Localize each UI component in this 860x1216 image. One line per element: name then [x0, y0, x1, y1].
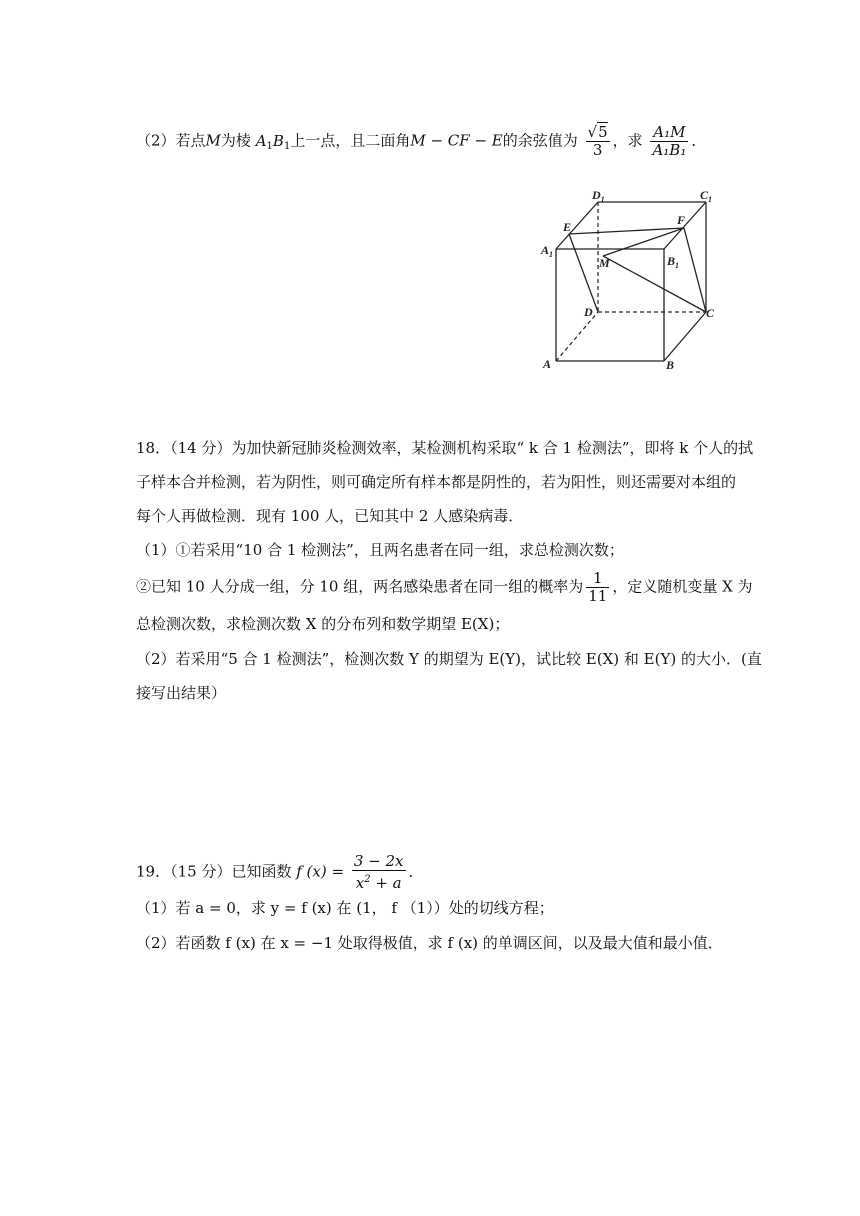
cube-figure [536, 186, 722, 374]
label-b1: $B_1$ [667, 254, 680, 270]
q18-line6: 总检测次数，求检测次数 X 的分布列和数学期望 E(X)； [136, 615, 510, 633]
q19-end: ． [408, 862, 424, 881]
q17-edge: $A_1B_1$ [255, 131, 291, 152]
q17-cos-text: 的余弦值为 [502, 131, 578, 150]
q17-mid-text: 上一点，且二面角 [290, 131, 411, 150]
q18-probability-fraction: $\frac{1}{11}$ [588, 569, 608, 605]
q18-line5-a: ②已知 10 人分成一组，分 10 组，两名感染患者在同一组的概率为 [136, 577, 584, 596]
q19-part1: （1）若 a = 0，求 y = f (x) 在 (1， f （1））处的切线方程； [136, 899, 554, 917]
q17-ask: ，求 [612, 131, 643, 150]
label-b: B [666, 358, 675, 372]
q17-end: ． [691, 131, 707, 150]
q19-stem [136, 853, 424, 892]
label-d: D [584, 305, 593, 319]
label-f: F [677, 213, 686, 227]
label-d1: $D_1$ [592, 188, 605, 204]
q17-cos-value: $\frac{√5}{3}$ [587, 123, 608, 159]
q17-on-edge: 为棱 [220, 131, 251, 150]
label-e: E [563, 220, 572, 234]
q18-line1: 18．（14 分）为加快新冠肺炎检测效率，某检测机构采取“ k 合 1 检测法”，即将 k 个人的拭 [136, 439, 754, 457]
label-a: A [543, 357, 552, 371]
q18-line5-b: ，定义随机变量 X 为 [612, 577, 753, 596]
q19-part2: （2）若函数 f (x) 在 x = −1 处取得极值，求 f (x) 的单调区间，以及最大值和最小值． [136, 934, 723, 952]
label-m: M [599, 256, 610, 270]
q19-function-fraction: $\frac{3 - 2x}{x^2 + a}$ [353, 852, 404, 892]
label-c: C [706, 306, 715, 320]
q17-point-m: M [205, 131, 221, 150]
q17-part2 [136, 124, 706, 159]
q18-line3: 每个人再做检测．现有 100 人，已知其中 2 人感染病毒． [136, 507, 524, 525]
label-c1: $C_1$ [700, 188, 713, 204]
q18-line2: 子样本合并检测，若为阴性，则可确定所有样本都是阴性的，若为阳性，则还需要对本组的 [136, 473, 737, 491]
q17-ratio: $\frac{\text{A₁M}}{\text{A₁B₁}}$ [652, 123, 687, 159]
label-a1: $A_1$ [541, 243, 554, 259]
q17-part2-prefix: （2）若点 [136, 131, 206, 150]
q18-line7: （2）若采用“5 合 1 检测法”，检测次数 Y 的期望为 E(Y)，试比较 E(X) 和 E(Y) 的大小．(直 [136, 650, 762, 668]
q18-line8: 接写出结果） [136, 684, 227, 702]
q17-dihedral: M − CF − E [410, 131, 503, 150]
q19-prefix: 19．（15 分）已知函数 [136, 862, 292, 881]
q18-line5 [136, 570, 753, 605]
q19-fx: f (x) = [296, 862, 345, 881]
q18-line4: （1）①若采用“10 合 1 检测法”，且两名患者在同一组，求总检测次数； [136, 541, 624, 559]
